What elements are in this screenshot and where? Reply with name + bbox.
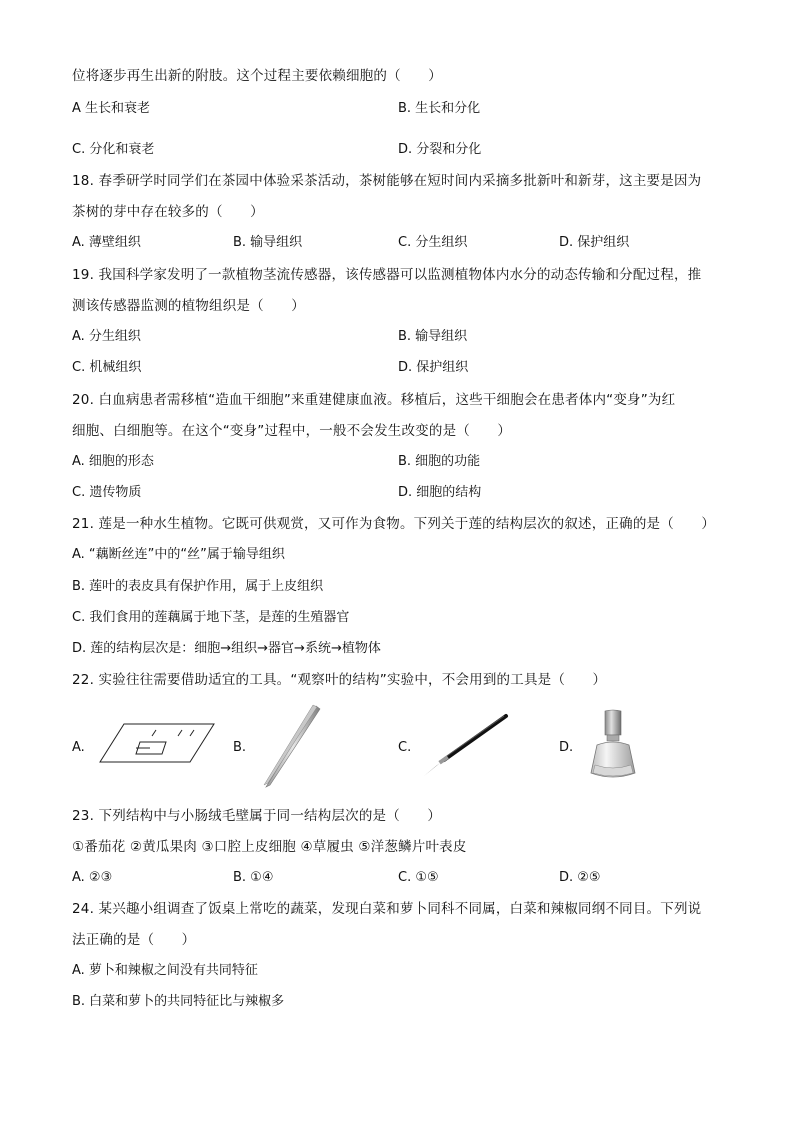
- q23-option-c: C. ①⑤: [398, 870, 439, 885]
- q20-stem-line2: 细胞、白细胞等。在这个“变身”过程中，一般不会发生改变的是（ ）: [72, 423, 512, 439]
- q18-option-a: A. 薄壁组织: [72, 235, 141, 250]
- q18-stem-line2: 茶树的芽中存在较多的（ ）: [72, 204, 264, 220]
- q18-option-c: C. 分生组织: [398, 235, 468, 250]
- alcohol-lamp-icon: [585, 709, 641, 783]
- q21-option-d: D. 莲的结构层次是：细胞→组织→器官→系统→植物体: [72, 641, 381, 656]
- q21-option-c: C. 我们食用的莲藕属于地下茎，是莲的生殖器官: [72, 610, 350, 625]
- q21-stem: 21. 莲是一种水生植物。它既可供观赏，又可作为食物。下列关于莲的结构层次的叙述，正确的是（ ）: [72, 516, 716, 532]
- q18-stem-line1: 18. 春季研学时同学们在茶园中体验采茶活动，茶树能够在短时间内采摘多批新叶和新芽，这主要是因为: [72, 173, 702, 189]
- q17-option-b: B. 生长和分化: [398, 101, 481, 116]
- q24-stem-line2: 法正确的是（ ）: [72, 932, 196, 948]
- q19-option-c: C. 机械组织: [72, 360, 142, 375]
- q23-option-d: D. ②⑤: [559, 870, 601, 885]
- q20-option-c: C. 遗传物质: [72, 485, 142, 500]
- glass-slide-icon: [98, 718, 218, 768]
- q23-items: ①番茄花 ②黄瓜果肉 ③口腔上皮细胞 ④草履虫 ⑤洋葱鳞片叶表皮: [72, 839, 467, 855]
- q17-stem: 位将逐步再生出新的附肢。这个过程主要依赖细胞的（ ）: [72, 68, 442, 84]
- q19-option-a: A. 分生组织: [72, 329, 141, 344]
- q18-option-b: B. 输导组织: [233, 235, 303, 250]
- q22-option-b: B.: [233, 740, 247, 755]
- q19-option-d: D. 保护组织: [398, 360, 469, 375]
- q23-option-a: A. ②③: [72, 870, 113, 885]
- q20-option-a: A. 细胞的形态: [72, 454, 154, 469]
- q22-stem: 22. 实验往往需要借助适宜的工具。“观察叶的结构”实验中，不会用到的工具是（ ）: [72, 672, 607, 688]
- q20-option-d: D. 细胞的结构: [398, 485, 482, 500]
- q24-option-b: B. 白菜和萝卜的共同特征比与辣椒多: [72, 994, 285, 1009]
- q20-option-b: B. 细胞的功能: [398, 454, 481, 469]
- q22-option-c: C.: [398, 740, 412, 755]
- q21-option-b: B. 莲叶的表皮具有保护作用，属于上皮组织: [72, 579, 324, 594]
- q22-option-a: A.: [72, 740, 85, 755]
- q24-option-a: A. 萝卜和辣椒之间没有共同特征: [72, 963, 258, 978]
- q23-stem: 23. 下列结构中与小肠绒毛壁属于同一结构层次的是（ ）: [72, 808, 442, 824]
- brush-icon: [420, 712, 510, 778]
- q24-stem-line1: 24. 某兴趣小组调查了饭桌上常吃的蔬菜，发现白菜和萝卜同科不同属，白菜和辣椒同纲不同目。下列说: [72, 901, 702, 917]
- q17-option-c: C. 分化和衰老: [72, 142, 155, 157]
- q18-option-d: D. 保护组织: [559, 235, 630, 250]
- tweezers-icon: [258, 703, 322, 789]
- q19-stem-line1: 19. 我国科学家发明了一款植物茎流传感器，该传感器可以监测植物体内水分的动态传输和分配过程，推: [72, 267, 702, 283]
- q20-stem-line1: 20. 白血病患者需移植“造血干细胞”来重建健康血液。移植后，这些干细胞会在患者体内“变身”为红: [72, 392, 676, 408]
- q19-option-b: B. 输导组织: [398, 329, 468, 344]
- q21-option-a: A. “藕断丝连”中的“丝”属于输导组织: [72, 547, 285, 562]
- q22-option-d: D.: [559, 740, 574, 755]
- q23-option-b: B. ①④: [233, 870, 274, 885]
- q17-option-d: D. 分裂和分化: [398, 142, 482, 157]
- q17-option-a: A 生长和衰老: [72, 101, 151, 116]
- q19-stem-line2: 测该传感器监测的植物组织是（ ）: [72, 298, 305, 314]
